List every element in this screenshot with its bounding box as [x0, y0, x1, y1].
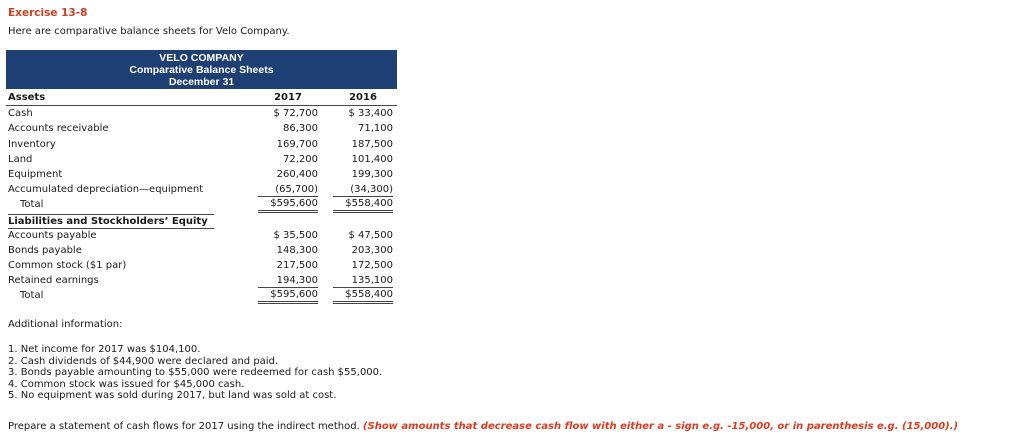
total-2017: $595,600 — [258, 289, 318, 304]
balance-sheet-header — [6, 50, 397, 89]
value-2017: 217,500 — [276, 260, 318, 272]
value-2017: 72,200 — [283, 153, 318, 165]
additional-info-list — [8, 344, 382, 402]
table-row — [6, 121, 397, 136]
list-item: 5. No equipment was sold during 2017, but land was sold at cost. — [8, 390, 337, 402]
liabilities-heading: Liabilities and Stockholders’ Equity — [8, 214, 214, 229]
total-label: Total — [20, 290, 44, 302]
year-2017-header: 2017 — [274, 92, 302, 103]
value-2016: $ 47,500 — [348, 229, 393, 241]
row-label: Cash — [8, 108, 33, 120]
total-2016: $558,400 — [333, 198, 393, 213]
value-2016: 203,300 — [351, 244, 393, 256]
row-label: Accounts payable — [8, 229, 97, 241]
liabilities-heading-row — [6, 213, 397, 228]
year-2016-header: 2016 — [349, 92, 377, 103]
value-2016: (34,300) — [333, 183, 393, 197]
row-label: Equipment — [8, 168, 63, 180]
list-item: 2. Cash dividends of $44,900 were declared and paid. — [8, 355, 279, 367]
table-row — [6, 243, 397, 258]
instruction — [8, 421, 958, 432]
company-name: VELO COMPANY — [159, 52, 244, 64]
assets-heading: Assets — [8, 92, 46, 103]
statement-date: December 31 — [168, 76, 235, 88]
liabilities-total-row — [6, 288, 397, 303]
statement-name: Comparative Balance Sheets — [129, 64, 274, 76]
total-2017: $595,600 — [258, 198, 318, 213]
list-item: 1. Net income for 2017 was $104,100. — [8, 344, 201, 355]
row-label: Common stock ($1 par) — [8, 260, 127, 272]
additional-info-heading: Additional information: — [8, 319, 123, 330]
value-2016: 172,500 — [351, 260, 393, 272]
value-2017: $ 72,700 — [273, 108, 318, 120]
instruction-hint: (Show amounts that decrease cash flow with either a - sign e.g. -15,000, or in parenthesis e.g. (15,000).) — [362, 421, 959, 432]
table-row — [6, 228, 397, 243]
value-2016: $ 33,400 — [348, 108, 393, 120]
table-row — [6, 273, 397, 288]
assets-total-row — [6, 197, 397, 212]
table-row — [6, 258, 397, 273]
value-2016: 199,300 — [351, 168, 393, 180]
balance-sheet-table — [6, 90, 397, 304]
table-row — [6, 106, 397, 121]
row-label: Accounts receivable — [8, 123, 109, 135]
value-2017: 260,400 — [276, 168, 318, 180]
row-label: Land — [8, 153, 33, 165]
exercise-title: Exercise 13-8 — [8, 7, 88, 19]
row-label: Retained earnings — [8, 275, 99, 287]
value-2016: 101,400 — [351, 153, 393, 165]
table-row — [6, 137, 397, 152]
row-label: Bonds payable — [8, 244, 82, 256]
table-row — [6, 182, 397, 197]
exercise-intro: Here are comparative balance sheets for Velo Company. — [8, 26, 290, 37]
table-row — [6, 152, 397, 167]
total-2016: $558,400 — [333, 289, 393, 304]
assets-heading-row — [6, 90, 397, 106]
value-2017: 86,300 — [283, 123, 318, 135]
value-2016: 187,500 — [351, 138, 393, 150]
row-label: Inventory — [8, 138, 56, 150]
row-label: Accumulated depreciation—equipment — [8, 184, 204, 196]
instruction-text: Prepare a statement of cash flows for 2017 using the indirect method. — [8, 421, 363, 432]
value-2017: 169,700 — [276, 138, 318, 150]
value-2017: $ 35,500 — [273, 229, 318, 241]
value-2016: 71,100 — [358, 123, 393, 135]
value-2017: (65,700) — [258, 183, 318, 197]
value-2017: 194,300 — [258, 274, 318, 288]
list-item: 3. Bonds payable amounting to $55,000 were redeemed for cash $55,000. — [8, 367, 383, 379]
total-label: Total — [20, 199, 44, 211]
value-2017: 148,300 — [276, 244, 318, 256]
list-item: 4. Common stock was issued for $45,000 cash. — [8, 378, 245, 390]
value-2016: 135,100 — [333, 274, 393, 288]
table-row — [6, 167, 397, 182]
